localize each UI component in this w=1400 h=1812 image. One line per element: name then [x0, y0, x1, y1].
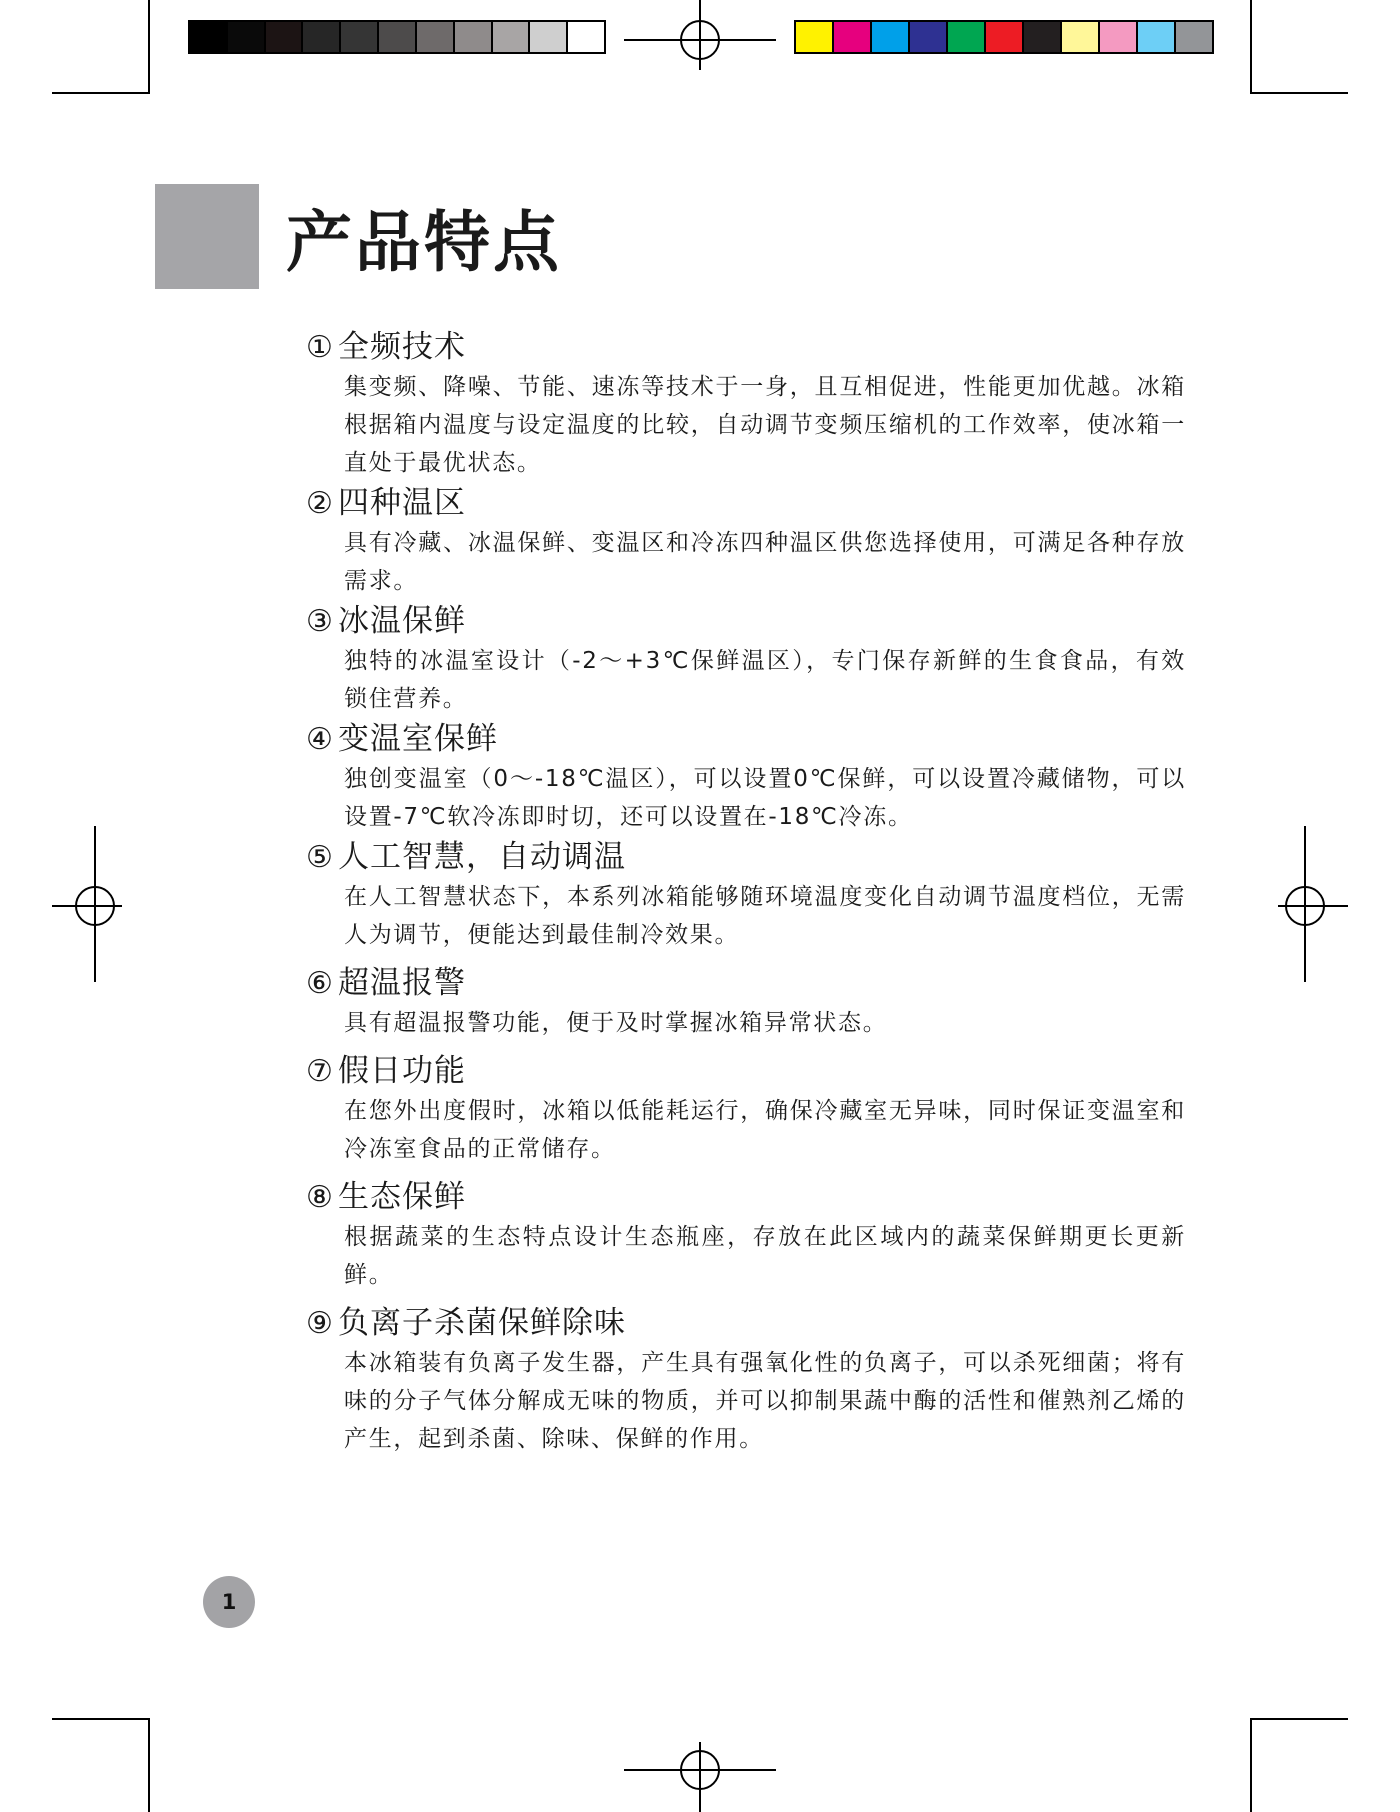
color-swatch — [1062, 22, 1100, 52]
feature-number: ③ — [306, 604, 333, 639]
feature-description: 本冰箱装有负离子发生器，产生具有强氧化性的负离子，可以杀死细菌；将有味的分子气体分解成无味的物质，并可以抑制果蔬中酶的活性和催熟剂乙烯的产生，起到杀菌、除味、保鲜的作用。 — [344, 1350, 1186, 1452]
feature-item — [306, 962, 1186, 1042]
color-swatch — [568, 22, 604, 52]
crop-mark — [148, 0, 150, 94]
feature-description: 独创变温室（0～-18℃温区），可以设置0℃保鲜，可以设置冷藏储物，可以设置-7℃软冷冻即时切，还可以设置在-18℃冷冻。 — [344, 766, 1186, 830]
feature-heading — [306, 718, 1186, 760]
feature-title: 假日功能 — [338, 1053, 466, 1089]
color-swatch — [986, 22, 1024, 52]
feature-title: 超温报警 — [338, 965, 466, 1001]
color-swatch — [948, 22, 986, 52]
feature-title: 全频技术 — [338, 329, 466, 365]
feature-title: 变温室保鲜 — [338, 721, 498, 757]
color-swatch — [455, 22, 493, 52]
process-color-bar — [794, 20, 1214, 54]
color-swatch — [379, 22, 417, 52]
feature-item — [306, 1176, 1186, 1294]
color-swatch — [417, 22, 455, 52]
feature-title: 人工智慧，自动调温 — [338, 839, 626, 875]
feature-item — [306, 600, 1186, 718]
feature-item — [306, 1302, 1186, 1458]
title-accent-block — [155, 184, 259, 289]
feature-heading — [306, 600, 1186, 642]
color-swatch — [834, 22, 872, 52]
page-number: 1 — [221, 1590, 237, 1614]
feature-title: 四种温区 — [338, 485, 466, 521]
crop-mark — [148, 1718, 150, 1812]
feature-title: 冰温保鲜 — [338, 603, 466, 639]
feature-heading — [306, 326, 1186, 368]
color-swatch — [303, 22, 341, 52]
color-swatch — [1138, 22, 1176, 52]
color-swatch — [1100, 22, 1138, 52]
feature-description: 在您外出度假时，冰箱以低能耗运行，确保冷藏室无异味，同时保证变温室和冷冻室食品的正常储存。 — [344, 1098, 1186, 1162]
color-swatch — [266, 22, 304, 52]
crop-mark — [52, 92, 150, 94]
feature-number: ⑨ — [306, 1306, 333, 1341]
page-number-badge — [203, 1576, 255, 1628]
color-swatch — [341, 22, 379, 52]
color-swatch — [1176, 22, 1212, 52]
feature-number: ① — [306, 330, 333, 365]
feature-heading — [306, 962, 1186, 1004]
crop-mark — [1250, 0, 1252, 94]
feature-number: ⑥ — [306, 966, 333, 1001]
color-swatch — [910, 22, 948, 52]
feature-number: ② — [306, 486, 333, 521]
feature-description: 在人工智慧状态下，本系列冰箱能够随环境温度变化自动调节温度档位，无需人为调节，便能达到最佳制冷效果。 — [344, 884, 1186, 948]
color-swatch — [530, 22, 568, 52]
color-swatch — [228, 22, 266, 52]
crop-mark — [52, 1718, 150, 1720]
crop-mark — [1250, 1718, 1348, 1720]
feature-item — [306, 1050, 1186, 1168]
crop-mark — [1250, 1718, 1252, 1812]
grayscale-color-bar — [188, 20, 606, 54]
crop-mark — [1250, 92, 1348, 94]
feature-item — [306, 836, 1186, 954]
color-swatch — [1024, 22, 1062, 52]
page-title: 产品特点 — [286, 204, 562, 281]
feature-title: 生态保鲜 — [338, 1179, 466, 1215]
feature-number: ④ — [306, 722, 333, 757]
feature-description: 集变频、降噪、节能、速冻等技术于一身，且互相促进，性能更加优越。冰箱根据箱内温度与设定温度的比较，自动调节变频压缩机的工作效率，使冰箱一直处于最优状态。 — [344, 374, 1186, 476]
feature-heading — [306, 482, 1186, 524]
feature-heading — [306, 1176, 1186, 1218]
feature-heading — [306, 836, 1186, 878]
feature-number: ⑧ — [306, 1180, 333, 1215]
feature-item — [306, 482, 1186, 600]
color-swatch — [493, 22, 531, 52]
feature-number: ⑦ — [306, 1054, 333, 1089]
feature-number: ⑤ — [306, 840, 333, 875]
color-swatch — [190, 22, 228, 52]
feature-title: 负离子杀菌保鲜除味 — [338, 1305, 626, 1341]
feature-list — [306, 326, 1186, 1458]
feature-item — [306, 326, 1186, 482]
color-swatch — [872, 22, 910, 52]
feature-description: 根据蔬菜的生态特点设计生态瓶座，存放在此区域内的蔬菜保鲜期更长更新鲜。 — [344, 1224, 1186, 1288]
color-swatch — [796, 22, 834, 52]
feature-heading — [306, 1050, 1186, 1092]
feature-item — [306, 718, 1186, 836]
feature-heading — [306, 1302, 1186, 1344]
feature-description: 具有冷藏、冰温保鲜、变温区和冷冻四种温区供您选择使用，可满足各种存放需求。 — [344, 530, 1186, 594]
feature-description: 具有超温报警功能，便于及时掌握冰箱异常状态。 — [344, 1010, 888, 1036]
feature-description: 独特的冰温室设计（-2～+3℃保鲜温区），专门保存新鲜的生食食品，有效锁住营养。 — [344, 648, 1186, 712]
